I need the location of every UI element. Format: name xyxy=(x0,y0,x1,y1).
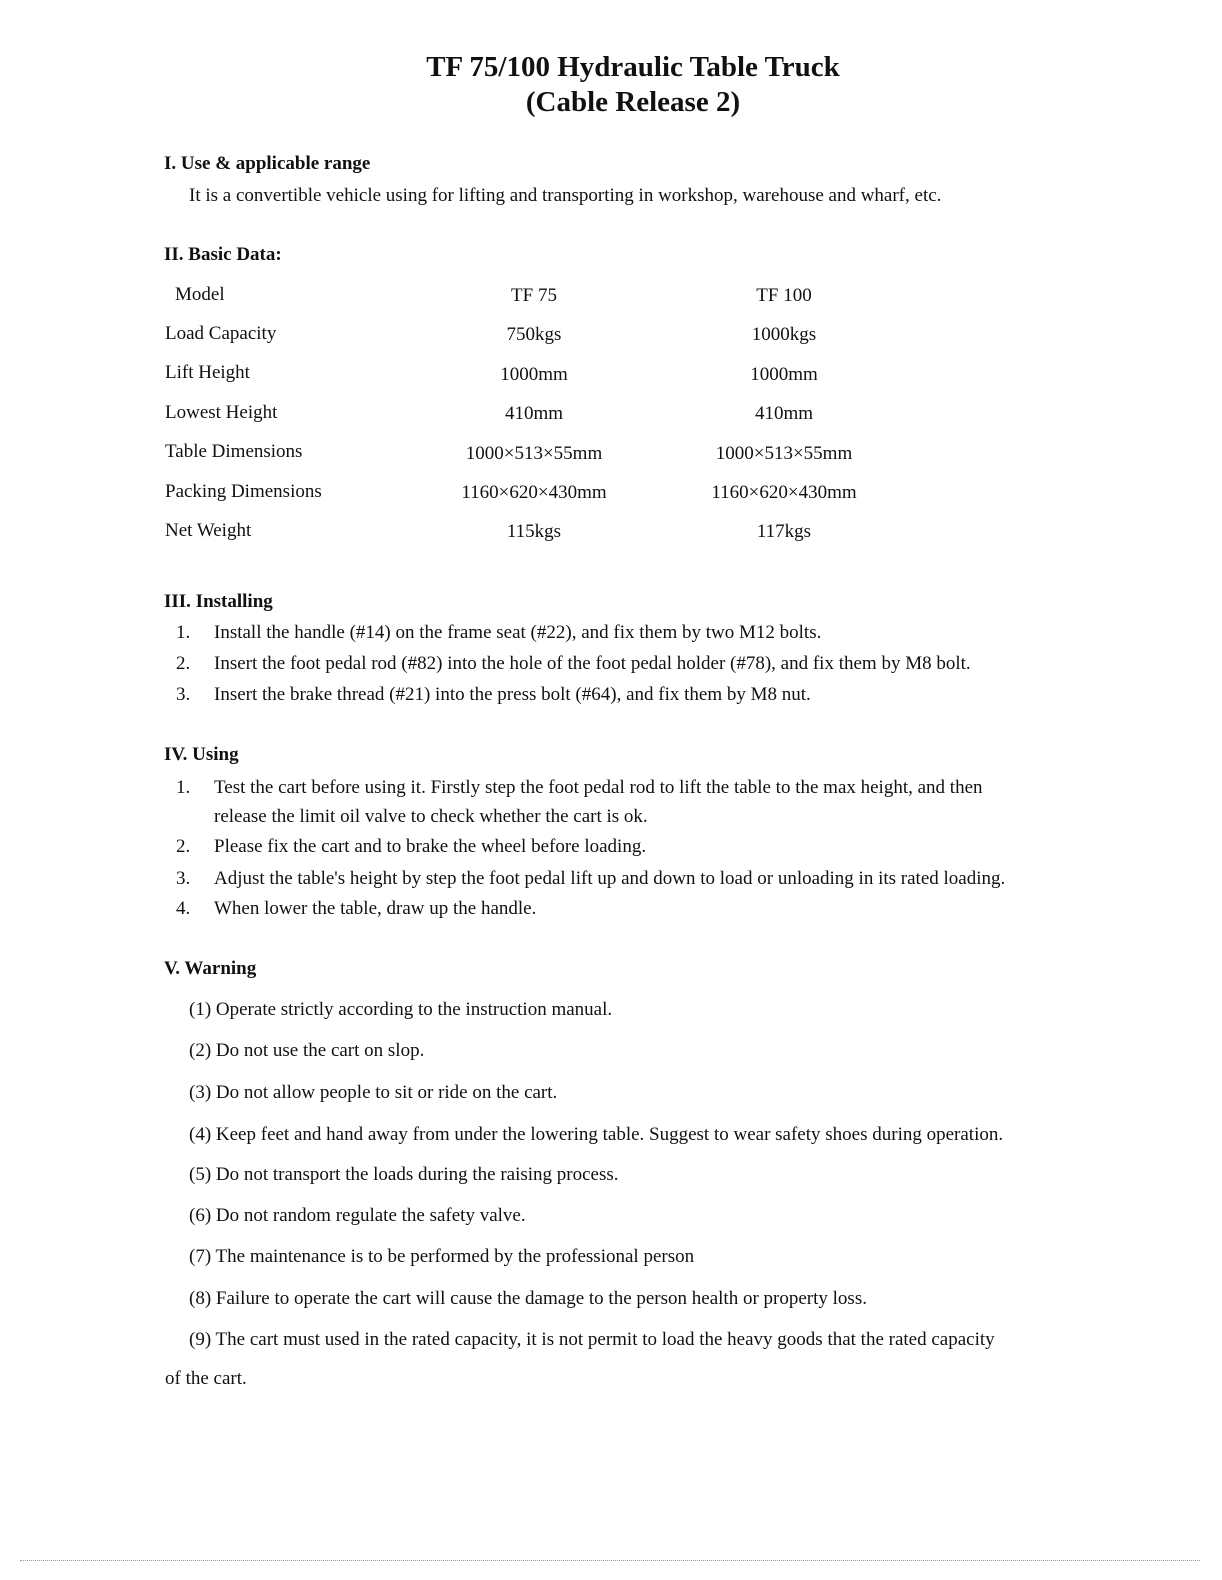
list-item-text: Please fix the cart and to brake the wheel before loading. xyxy=(214,836,647,857)
list-item-number: 1. xyxy=(176,777,191,798)
spec-label: Packing Dimensions xyxy=(165,481,322,502)
list-item-text: Adjust the table's height by step the foot pedal lift up and down to load or unloading in its rated loading. xyxy=(214,868,1006,889)
list-item-text: Insert the brake thread (#21) into the press bolt (#64), and fix them by M8 nut. xyxy=(214,684,811,705)
spec-value-tf100: 1160×620×430mm xyxy=(711,482,857,503)
list-item-text-continued: release the limit oil valve to check whether the cart is ok. xyxy=(214,806,648,827)
spec-label: Net Weight xyxy=(165,520,252,541)
section-heading-warning: V. Warning xyxy=(164,958,257,979)
spec-value-tf100: 1000mm xyxy=(750,364,818,385)
spec-label: Lift Height xyxy=(165,362,250,383)
warning-item: (8) Failure to operate the cart will cause the damage to the person health or property loss. xyxy=(189,1288,867,1309)
spec-value-tf100: 1000×513×55mm xyxy=(715,443,853,464)
spec-value-tf75: TF 75 xyxy=(511,285,557,306)
list-item-number: 2. xyxy=(176,653,191,674)
list-item-text: Install the handle (#14) on the frame seat (#22), and fix them by two M12 bolts. xyxy=(214,622,822,643)
spec-label: Lowest Height xyxy=(165,402,278,423)
section-heading-use: I. Use & applicable range xyxy=(164,153,371,174)
list-item-text: When lower the table, draw up the handle. xyxy=(214,898,537,919)
warning-item: (2) Do not use the cart on slop. xyxy=(189,1040,425,1061)
document-subtitle: (Cable Release 2) xyxy=(525,86,741,118)
warning-item: (6) Do not random regulate the safety valve. xyxy=(189,1205,526,1226)
spec-label: Load Capacity xyxy=(165,323,277,344)
spec-value-tf100: 410mm xyxy=(754,403,814,424)
spec-value-tf100: 117kgs xyxy=(756,521,812,542)
warning-item: (9) The cart must used in the rated capacity, it is not permit to load the heavy goods that the rated capacity xyxy=(189,1329,995,1350)
warning-item: (1) Operate strictly according to the instruction manual. xyxy=(189,999,613,1020)
warning-item: (3) Do not allow people to sit or ride on the cart. xyxy=(189,1082,558,1103)
spec-value-tf75: 410mm xyxy=(504,403,564,424)
spec-value-tf75: 1000×513×55mm xyxy=(465,443,603,464)
list-item-number: 3. xyxy=(176,868,191,889)
list-item-text: Insert the foot pedal rod (#82) into the hole of the foot pedal holder (#78), and fix them by M8 bolt. xyxy=(214,653,971,674)
document-title: TF 75/100 Hydraulic Table Truck xyxy=(426,51,840,83)
spec-value-tf75: 115kgs xyxy=(506,521,562,542)
list-item-text: Test the cart before using it. Firstly step the foot pedal rod to lift the table to the max height, and then xyxy=(214,777,983,798)
spec-label: Table Dimensions xyxy=(165,441,303,462)
list-item-number: 3. xyxy=(176,684,191,705)
spec-value-tf100: TF 100 xyxy=(756,285,812,306)
warning-item-continued: of the cart. xyxy=(165,1368,247,1389)
section-heading-using: IV. Using xyxy=(164,744,239,765)
spec-value-tf75: 750kgs xyxy=(506,324,562,345)
spec-label: Model xyxy=(175,284,225,305)
list-item-number: 1. xyxy=(176,622,191,643)
section-heading-installing: III. Installing xyxy=(164,591,273,612)
warning-item: (4) Keep feet and hand away from under the lowering table. Suggest to wear safety shoes during operation. xyxy=(189,1124,1004,1145)
list-item-number: 4. xyxy=(176,898,191,919)
warning-item: (5) Do not transport the loads during the raising process. xyxy=(189,1164,619,1185)
section-heading-basic-data: II. Basic Data: xyxy=(164,244,282,265)
use-description: It is a convertible vehicle using for lifting and transporting in workshop, warehouse and wharf, etc. xyxy=(189,185,942,206)
spec-value-tf75: 1000mm xyxy=(500,364,568,385)
list-item-number: 2. xyxy=(176,836,191,857)
spec-value-tf75: 1160×620×430mm xyxy=(461,482,607,503)
page-bottom-rule xyxy=(20,1560,1200,1561)
spec-value-tf100: 1000kgs xyxy=(751,324,817,345)
warning-item: (7) The maintenance is to be performed by the professional person xyxy=(189,1246,695,1267)
